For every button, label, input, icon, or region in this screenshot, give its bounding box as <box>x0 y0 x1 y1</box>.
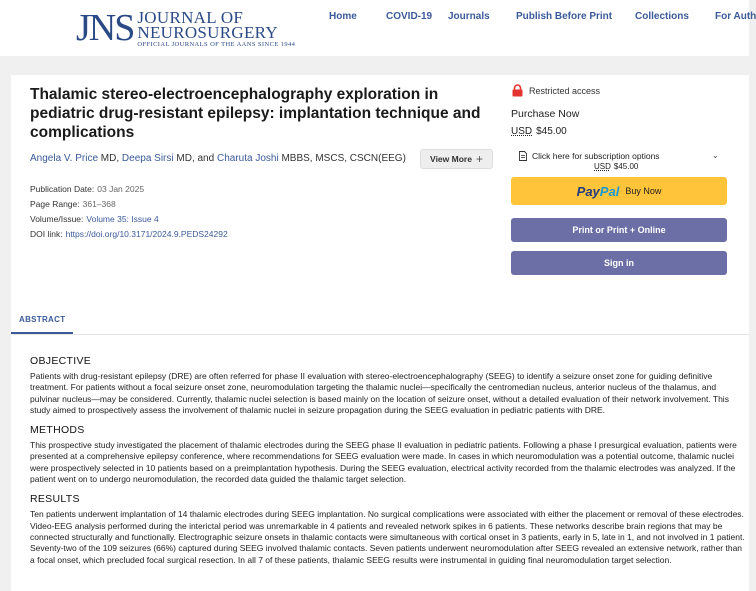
meta-value: 03 Jan 2025 <box>97 184 145 194</box>
subscription-label: Click here for subscription options <box>532 151 660 161</box>
meta-value: 361–368 <box>82 199 116 209</box>
article-panel <box>11 75 749 591</box>
plus-icon: + <box>475 152 483 166</box>
abstract-body <box>30 355 745 574</box>
subscription-options[interactable] <box>519 151 719 171</box>
document-icon <box>519 151 527 161</box>
nav-collections[interactable]: Collections <box>635 11 689 22</box>
price-value: $45.00 <box>536 126 567 137</box>
meta-label: Publication Date: <box>30 184 95 194</box>
tab-abstract[interactable]: ABSTRACT <box>19 315 66 324</box>
page-range <box>30 199 116 209</box>
section-text: Ten patients underwent implantation of 14 thalamic electrodes during SEEG implantation. No surgical complications were associated with either the placement or removal of these electrodes. Video-EEG analysis performed during the interictal period was unremarkable in 4 patients and revealed network spikes in 6 patients. These networks describe brain regions that may be connected structurally and functionally. Electrographic seizure onsets in thalamic contacts were simultaneous with cortical onset in 3 patients, early in 5, late in 1, and not involved in 1 patient. Seventy-two of the 109 seizures (66%) captured during SEEG involved thalamic contacts. Seven patients underwent neuromodulation after SEEG revealed an extensive network, rather than a focal onset, which precluded focal surgical resection. In all 7 of these patients, thalamic SEEG results were instrumental in guiding final neuromodulation target selection. <box>30 509 745 565</box>
author-link[interactable]: Deepa Sirsi <box>121 153 174 164</box>
restricted-access <box>512 84 600 97</box>
tabs-divider <box>11 334 749 335</box>
author-link[interactable]: Charuta Joshi <box>216 153 279 164</box>
restricted-label: Restricted access <box>529 85 601 96</box>
section-text: This prospective study investigated the placement of thalamic electrodes during the SEEG phase II evaluation in pediatric patients. Following a phase I presurgical evaluation, patients were presented at a comprehensive epilepsy conference, where recommendations for SEEG evaluation were made. In cases in which neuromodulation was a potential outcome, thalamic nuclei were prospectively selected in 10 patients based on a preimplantation hypothesis. During the SEEG evaluation, electrical activity recorded from the thalamic electrodes was analyzed. If the patient went on to undergo neuromodulation, the recorded data guided the thalamic target selection. <box>30 440 737 485</box>
doi <box>30 229 228 239</box>
logo-line-1: JOURNAL OF <box>137 8 244 27</box>
article-title: Thalamic stereo-electroencephalography exploration in pediatric drug-resistant epilepsy: implantation technique and complications <box>30 86 481 141</box>
section-heading: METHODS <box>30 424 85 437</box>
purchase-now-heading: Purchase Now <box>511 108 580 120</box>
volume-issue-link[interactable]: Volume 35: Issue 4 <box>86 214 159 224</box>
paypal-buy-now-button[interactable] <box>511 177 727 205</box>
buy-now-label: Buy Now <box>625 186 662 196</box>
lock-icon <box>512 84 523 97</box>
view-more-label: View More <box>430 154 472 164</box>
author-credentials: MBBS, MSCS, CSCN(EEG) <box>278 153 406 164</box>
nav-home[interactable]: Home <box>329 11 357 22</box>
publication-date <box>30 184 144 194</box>
doi-link[interactable]: https://doi.org/10.3171/2024.9.PEDS24292 <box>65 229 228 239</box>
author-credentials: MD, <box>98 153 122 164</box>
logo-mark: JNS <box>76 7 134 49</box>
price <box>511 126 567 137</box>
chevron-down-icon: ⌄ <box>712 151 719 160</box>
nav-for-authors[interactable]: For Auth <box>715 11 756 22</box>
author-list <box>30 153 406 164</box>
logo-line-3: OFFICIAL JOURNALS OF THE AANS SINCE 1944 <box>137 41 296 48</box>
section-heading: RESULTS <box>30 493 80 506</box>
main-nav <box>0 8 756 27</box>
view-more-button[interactable] <box>420 149 493 169</box>
subscription-price <box>594 162 719 171</box>
print-or-online-button[interactable]: Print or Print + Online <box>511 218 727 242</box>
section-heading: OBJECTIVE <box>30 355 92 367</box>
meta-label: Volume/Issue: <box>30 214 84 224</box>
logo-line-2: NEUROSURGERY <box>137 23 278 42</box>
sign-in-button[interactable]: Sign in <box>511 251 727 275</box>
section-text: Patients with drug-resistant epilepsy (DRE) are often referred for phase II evaluation with stereo-electroencephalography (SEEG) to identify a seizure onset zone for guiding definitive treatment. For patients without a focal seizure onset zone, neuromodulation targeting the thalamic nuclei—specifically the centromedian nucleus, anterior nucleus of the thalamus, and pulvinar nucleus—may be considered. Currently, thalamic nuclei selection is based mainly on the location of seizure onset, without a detailed evaluation of their network involvement. This study aimed to prospectively assess the involvement of thalamic nuclei in seizure propagation during the SEEG evaluation in pediatric patients with DRE. <box>30 371 729 415</box>
paypal-logo: PayPal <box>576 183 620 199</box>
meta-label: Page Range: <box>30 199 80 209</box>
nav-covid19[interactable]: COVID-19 <box>386 11 433 22</box>
nav-publish-before-print[interactable]: Publish Before Print <box>516 11 613 22</box>
author-link[interactable]: Angela V. Price <box>30 153 99 164</box>
meta-label: DOI link: <box>30 229 63 239</box>
volume-issue <box>30 214 159 224</box>
author-credentials: MD, and <box>173 153 217 164</box>
nav-journals[interactable]: Journals <box>448 11 490 22</box>
price-value: $45.00 <box>613 162 639 171</box>
site-header <box>0 0 756 56</box>
currency: USD <box>594 162 611 171</box>
currency: USD <box>511 126 533 137</box>
